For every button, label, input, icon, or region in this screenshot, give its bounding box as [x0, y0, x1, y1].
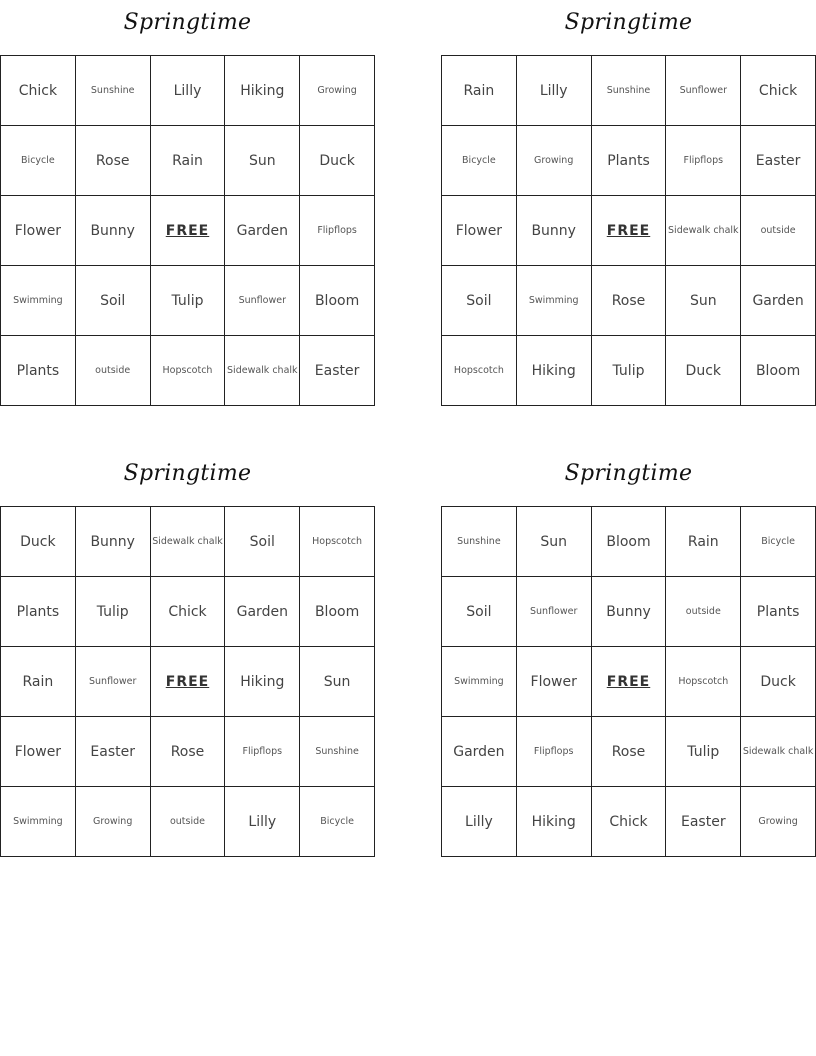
bingo-cell: Flipflops: [666, 126, 741, 196]
bingo-cell: Easter: [666, 787, 741, 857]
bingo-cell: Rain: [1, 647, 76, 717]
bingo-cell: Chick: [1, 56, 76, 126]
card-title: Springtime: [123, 461, 252, 486]
bingo-cell: outside: [76, 336, 151, 406]
bingo-cell: Plants: [741, 577, 816, 647]
bingo-cell: Lilly: [517, 56, 592, 126]
bingo-cell: Lilly: [225, 787, 300, 857]
bingo-grid: [0, 506, 375, 857]
bingo-grid: [0, 55, 375, 406]
free-space-cell: FREE: [151, 196, 226, 266]
bingo-cell: Bloom: [300, 266, 375, 336]
bingo-cell: Tulip: [76, 577, 151, 647]
bingo-cell: outside: [666, 577, 741, 647]
bingo-card-4: [441, 451, 816, 857]
bingo-cell: Hopscotch: [442, 336, 517, 406]
bingo-cell: Swimming: [1, 787, 76, 857]
bingo-cell: Hopscotch: [300, 507, 375, 577]
bingo-cell: Sun: [666, 266, 741, 336]
bingo-cell: Sunshine: [442, 507, 517, 577]
bingo-card-2: [441, 0, 816, 406]
bingo-cell: Flower: [1, 717, 76, 787]
bingo-cell: Bicycle: [741, 507, 816, 577]
bingo-cell: Sidewalk chalk: [666, 196, 741, 266]
bingo-card-1: [0, 0, 375, 406]
bingo-cell: Bloom: [300, 577, 375, 647]
bingo-cell: Duck: [666, 336, 741, 406]
bingo-cell: Sidewalk chalk: [741, 717, 816, 787]
bingo-grid: [441, 55, 816, 406]
bingo-cell: Flipflops: [517, 717, 592, 787]
bingo-cell: Soil: [76, 266, 151, 336]
free-space-cell: FREE: [151, 647, 226, 717]
bingo-cell: Duck: [1, 507, 76, 577]
bingo-cell: Bicycle: [1, 126, 76, 196]
bingo-cell: Growing: [76, 787, 151, 857]
bingo-cell: Hiking: [517, 336, 592, 406]
bingo-grid: [441, 506, 816, 857]
bingo-cell: Tulip: [592, 336, 667, 406]
bingo-cell: Sunshine: [76, 56, 151, 126]
bingo-cell: Soil: [225, 507, 300, 577]
bingo-cell: Sun: [517, 507, 592, 577]
bingo-cell: Rain: [442, 56, 517, 126]
free-space-cell: FREE: [592, 647, 667, 717]
bingo-cell: Bunny: [76, 507, 151, 577]
bingo-cell: Sidewalk chalk: [151, 507, 226, 577]
bingo-cell: Sunshine: [592, 56, 667, 126]
bingo-cell: Hopscotch: [151, 336, 226, 406]
bingo-cell: Sun: [225, 126, 300, 196]
bingo-cell: Sunflower: [225, 266, 300, 336]
bingo-cell: Growing: [517, 126, 592, 196]
bingo-cell: Bunny: [76, 196, 151, 266]
bingo-cell: Rain: [151, 126, 226, 196]
bingo-cell: Garden: [225, 196, 300, 266]
bingo-cell: Garden: [442, 717, 517, 787]
bingo-cell: Rose: [592, 266, 667, 336]
card-title: Springtime: [564, 461, 693, 486]
bingo-cell: Duck: [300, 126, 375, 196]
bingo-cell: Duck: [741, 647, 816, 717]
card-title: Springtime: [123, 10, 252, 35]
bingo-cell: Sunflower: [666, 56, 741, 126]
bingo-cell: Bicycle: [300, 787, 375, 857]
bingo-cell: Chick: [741, 56, 816, 126]
bingo-cell: Flower: [517, 647, 592, 717]
free-space-cell: FREE: [592, 196, 667, 266]
bingo-cell: Hiking: [225, 647, 300, 717]
bingo-cell: Bunny: [517, 196, 592, 266]
bingo-cell: Sunflower: [517, 577, 592, 647]
bingo-cell: Easter: [741, 126, 816, 196]
bingo-cell: Tulip: [151, 266, 226, 336]
bingo-cell: Swimming: [1, 266, 76, 336]
bingo-cell: Growing: [741, 787, 816, 857]
bingo-card-3: [0, 451, 375, 857]
bingo-cell: Growing: [300, 56, 375, 126]
bingo-cell: Soil: [442, 266, 517, 336]
bingo-cell: outside: [151, 787, 226, 857]
bingo-cell: Rose: [151, 717, 226, 787]
bingo-cell: Rose: [592, 717, 667, 787]
bingo-cell: Sidewalk chalk: [225, 336, 300, 406]
bingo-cell: Bloom: [592, 507, 667, 577]
bingo-cell: Bicycle: [442, 126, 517, 196]
bingo-cell: Easter: [300, 336, 375, 406]
bingo-cell: Lilly: [442, 787, 517, 857]
bingo-cell: Garden: [225, 577, 300, 647]
bingo-cell: Hopscotch: [666, 647, 741, 717]
bingo-cell: Plants: [592, 126, 667, 196]
bingo-cell: Hiking: [225, 56, 300, 126]
bingo-cell: Rain: [666, 507, 741, 577]
bingo-cell: Tulip: [666, 717, 741, 787]
bingo-cell: Plants: [1, 336, 76, 406]
bingo-cell: Sun: [300, 647, 375, 717]
bingo-cell: Bunny: [592, 577, 667, 647]
bingo-cell: Sunflower: [76, 647, 151, 717]
bingo-cell: Swimming: [442, 647, 517, 717]
bingo-cell: Flipflops: [225, 717, 300, 787]
bingo-cell: Lilly: [151, 56, 226, 126]
bingo-cell: Flower: [1, 196, 76, 266]
bingo-cell: Plants: [1, 577, 76, 647]
bingo-cell: Rose: [76, 126, 151, 196]
bingo-cell: Easter: [76, 717, 151, 787]
bingo-cell: Bloom: [741, 336, 816, 406]
bingo-cell: Chick: [592, 787, 667, 857]
bingo-cell: Chick: [151, 577, 226, 647]
bingo-cell: Soil: [442, 577, 517, 647]
card-title: Springtime: [564, 10, 693, 35]
bingo-cell: Garden: [741, 266, 816, 336]
bingo-cell: Sunshine: [300, 717, 375, 787]
bingo-cell: Swimming: [517, 266, 592, 336]
bingo-cell: Hiking: [517, 787, 592, 857]
bingo-cell: outside: [741, 196, 816, 266]
bingo-cell: Flipflops: [300, 196, 375, 266]
bingo-cell: Flower: [442, 196, 517, 266]
